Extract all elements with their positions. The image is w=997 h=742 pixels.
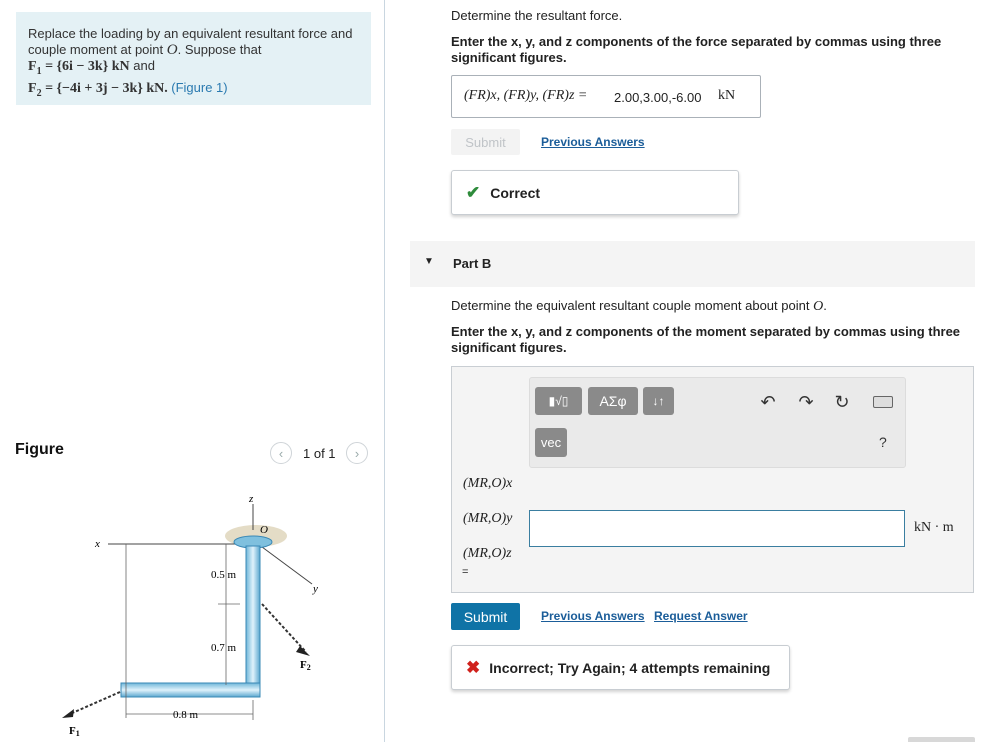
f1-expr: = {6i − 3k} kN <box>41 59 130 74</box>
part-b-point: O <box>813 299 824 314</box>
problem-line-2-end: . Suppose that <box>177 42 262 57</box>
label-dim-08: 0.8 m <box>173 709 199 721</box>
arrows-button[interactable]: ↓↑ <box>643 387 674 415</box>
part-a-previous-answers-link[interactable]: Previous Answers <box>541 135 645 149</box>
part-b-header[interactable] <box>410 241 975 287</box>
moment-answer-input[interactable] <box>529 510 905 547</box>
f2-sub: 2 <box>36 87 42 99</box>
force-f1-expression <box>28 58 359 80</box>
force-f1-arrowhead <box>62 709 74 718</box>
part-b-question-text: Determine the equivalent resultant couple moment about point <box>451 298 814 313</box>
label-f1-text: F <box>69 725 76 737</box>
part-b-instruction: Enter the x, y, and z components of the moment separated by commas using three significant figures. <box>451 324 961 355</box>
force-f1-line <box>70 692 120 714</box>
keyboard-icon[interactable] <box>873 396 893 408</box>
f1-label: F <box>28 59 37 74</box>
part-a-feedback <box>451 170 739 215</box>
label-f2-sub: 2 <box>306 663 311 672</box>
problem-statement <box>16 12 371 105</box>
math-toolbar <box>529 377 906 468</box>
help-icon[interactable]: ? <box>879 434 887 450</box>
part-b-submit-button[interactable]: Submit <box>451 603 520 630</box>
label-z: z <box>249 493 254 505</box>
problem-line-2 <box>28 42 359 58</box>
figure-prev-button[interactable] <box>270 442 292 464</box>
figure-pipe-diagram <box>0 480 384 742</box>
part-b-question <box>451 298 827 315</box>
force-f2-expression <box>28 80 359 102</box>
label-f1-sub: 1 <box>75 729 80 738</box>
figure-link[interactable]: (Figure 1) <box>171 79 228 95</box>
part-a-unit: kN <box>718 88 736 103</box>
y-axis-line <box>258 544 312 584</box>
figure-heading: Figure <box>15 441 64 458</box>
f2-label: F <box>28 80 37 96</box>
label-dim-05: 0.5 m <box>211 569 237 581</box>
moment-label-x: (MR,O)x <box>463 476 513 491</box>
problem-line-1: Replace the loading by an equivalent resultant force and <box>28 26 353 41</box>
part-b-feedback <box>451 645 790 690</box>
moment-unit: kN · m <box>914 520 954 535</box>
bottom-partial-button <box>908 737 975 742</box>
point-o: O <box>166 42 178 58</box>
part-a-feedback-text: Correct <box>490 184 541 201</box>
part-a-instruction: Enter the x, y, and z components of the force separated by commas using three significant figures. <box>451 34 942 65</box>
greek-symbols-button[interactable]: ΑΣφ <box>588 387 638 415</box>
request-answer-link[interactable]: Request Answer <box>654 609 748 623</box>
chevron-left-icon: ‹ <box>278 445 284 461</box>
pipe-horizontal <box>121 683 260 697</box>
f1-sub: 1 <box>36 65 42 77</box>
moment-label-z: (MR,O)z <box>463 546 512 561</box>
label-dim-07: 0.7 m <box>211 642 237 654</box>
f2-expr: = {−4i + 3j − 3k} kN <box>41 80 165 96</box>
label-x: x <box>95 538 100 550</box>
part-a-submit-button[interactable]: Submit <box>451 129 520 155</box>
f1-and: and <box>129 58 155 73</box>
part-a-label: (FR)x, (FR)y, (FR)z = <box>464 88 588 103</box>
undo-icon[interactable]: ↶ <box>760 391 776 412</box>
part-a-answer-value: 2.00,3.00,-6.00 <box>614 90 702 105</box>
problem-line-2-text: couple moment at point <box>28 42 167 57</box>
part-a-answer-box <box>451 75 761 118</box>
pipe-vertical <box>246 546 260 683</box>
part-b-question-end: . <box>823 298 827 313</box>
redo-icon[interactable]: ↷ <box>798 391 814 412</box>
label-f1 <box>69 725 80 738</box>
f2-dot: . <box>164 80 168 96</box>
label-f2 <box>300 659 311 672</box>
reset-icon[interactable]: ↻ <box>834 391 850 412</box>
force-f2-arrowhead <box>296 646 310 656</box>
caret-down-icon[interactable]: ▼ <box>424 256 434 267</box>
part-b-previous-answers-link[interactable]: Previous Answers <box>541 609 645 623</box>
moment-label-y: (MR,O)y <box>463 511 513 526</box>
x-mark-icon: ✖ <box>466 657 481 677</box>
figure-pager-label: 1 of 1 <box>303 446 336 461</box>
templates-button[interactable]: ▮√▯ <box>535 387 582 415</box>
part-a-question: Determine the resultant force. <box>451 8 623 23</box>
part-b-feedback-text: Incorrect; Try Again; 4 attempts remaining <box>489 659 771 676</box>
moment-equals: = <box>462 566 469 578</box>
vec-button[interactable]: vec <box>535 428 567 457</box>
figure-next-button[interactable] <box>346 442 368 464</box>
chevron-right-icon: › <box>354 445 360 461</box>
label-y: y <box>313 583 318 595</box>
label-o: O <box>260 524 268 536</box>
force-f2-line <box>262 604 306 652</box>
part-b-title: Part B <box>453 256 492 271</box>
column-divider <box>384 0 385 742</box>
check-icon: ✔ <box>466 182 481 202</box>
label-f2-text: F <box>300 659 307 671</box>
